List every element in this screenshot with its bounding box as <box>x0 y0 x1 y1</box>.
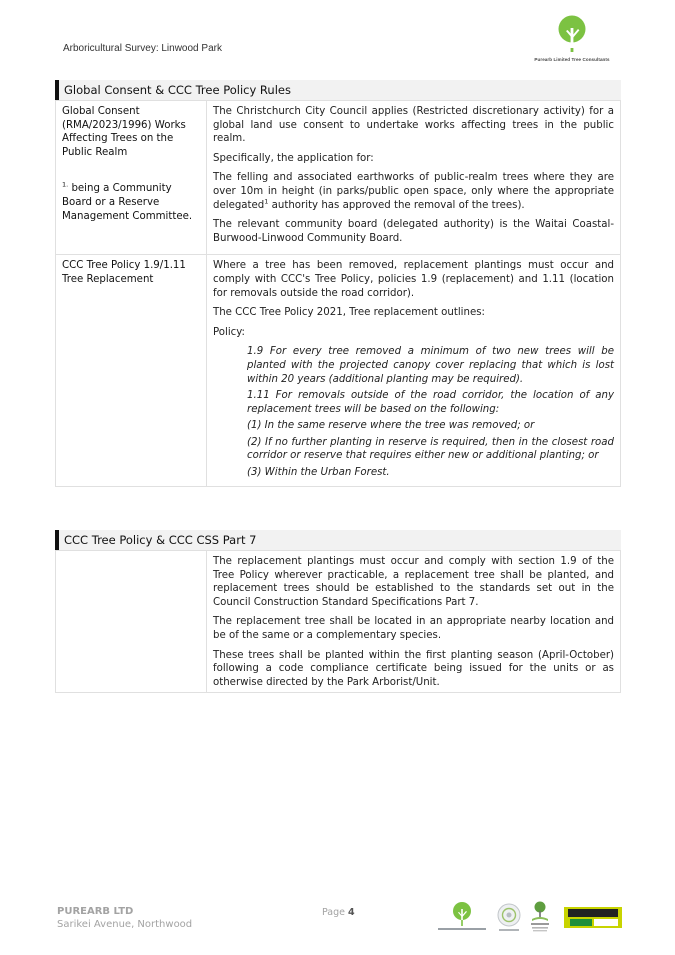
footer-company: PUREARB LTD <box>57 906 134 917</box>
paragraph: The felling and associated earthworks of public-realm trees where they are over 10m in height (in parks/public open space, only where the appropriate delegated$^1$ authority has approved the removal of the trees). <box>213 172 614 211</box>
paragraph: These trees shall be planted within the first planting season (April-October) following a code compliance certificate being issued for the units or as otherwise directed by the Park Arborist/Unit. <box>213 649 614 688</box>
row-content-cell <box>207 101 621 255</box>
paragraph: The replacement tree shall be located in an appropriate nearby location and be of the same or a complementary species. <box>213 616 614 641</box>
section-heading: Global Consent & CCC Tree Policy Rules <box>55 80 621 100</box>
section-css-part7 <box>55 530 621 693</box>
sitewise-green-logo-icon <box>564 907 622 928</box>
section-heading: CCC Tree Policy & CCC CSS Part 7 <box>55 530 621 550</box>
footnote-marker: 1. <box>62 180 69 189</box>
page-number: Page 4 <box>322 907 355 918</box>
policy-table <box>55 100 621 487</box>
brand-logo <box>524 14 620 62</box>
row-content-cell <box>207 255 621 486</box>
row-label-cell <box>56 255 207 486</box>
policy-quote: 1.9 For every tree removed a minimum of two new trees will be planted with the projected canopy cover replacing that which is lost within 20 years (additional planting may be required). <box>247 346 614 385</box>
section-global-consent <box>55 80 621 487</box>
footer-address: Sarikei Avenue, Northwood <box>57 919 193 930</box>
table-row <box>56 255 621 486</box>
table-row <box>56 551 621 693</box>
brand-name: Purearb Limited Tree Consultants <box>534 57 610 62</box>
row-content-cell <box>207 551 621 693</box>
row-label-cell <box>56 551 207 693</box>
table-row <box>56 101 621 255</box>
paragraph: Specifically, the application for: <box>213 152 374 164</box>
arboricultural-association-logo-icon <box>531 902 549 932</box>
row-label-cell <box>56 101 207 255</box>
footnote-ref: 1 <box>264 197 269 206</box>
row-label: Global Consent (RMA/2023/1996) Works Affecting Trees on the Public Realm <box>62 106 186 158</box>
footnote <box>62 182 200 223</box>
paragraph: The replacement plantings must occur and comply with section 1.9 of the Tree Policy wherever practicable, a replacement tree shall be planted, and replacement trees should be established to the standards set out in the Council Construction Standard Specifications Part 7. <box>213 556 614 608</box>
row-label: CCC Tree Policy 1.9/1.11 Tree Replacement <box>62 260 186 285</box>
footnote-text: being a Community Board or a Reserve Management Committee. <box>62 183 193 222</box>
policy-quote: 1.11 For removals outside of the road corridor, the location of any replacement trees will be based on the following: <box>247 390 614 415</box>
policy-quote: (1) In the same reserve where the tree was removed; or <box>247 420 535 432</box>
paragraph: The CCC Tree Policy 2021, Tree replacement outlines: <box>213 307 485 319</box>
document-header-title: Arboricultural Survey: Linwood Park <box>63 43 222 54</box>
paragraph: The relevant community board (delegated authority) is the Waitai Coastal-Burwood-Linwood Community Board. <box>213 219 614 244</box>
footer-logos <box>432 900 624 936</box>
purearb-tree-logo-icon <box>438 902 486 930</box>
tree-icon <box>555 14 589 52</box>
paragraph: The Christchurch City Council applies (Restricted discretionary activity) for a global land use consent to undertake works affecting trees in the public realm. <box>213 106 614 145</box>
paragraph: Policy: <box>213 326 245 338</box>
policy-table <box>55 550 621 693</box>
policy-quote: (2) If no further planting in reserve is required, then in the closest road corridor or reserve that requires either new or additional planting; or <box>247 436 614 462</box>
paragraph: Where a tree has been removed, replacement plantings must occur and comply with CCC's Tree Policy, policies 1.9 (replacement) and 1.11 (location for removals outside the road corridor). <box>213 260 614 299</box>
policy-quote: (3) Within the Urban Forest. <box>247 467 390 479</box>
licensed-arborist-seal-icon <box>498 904 520 931</box>
